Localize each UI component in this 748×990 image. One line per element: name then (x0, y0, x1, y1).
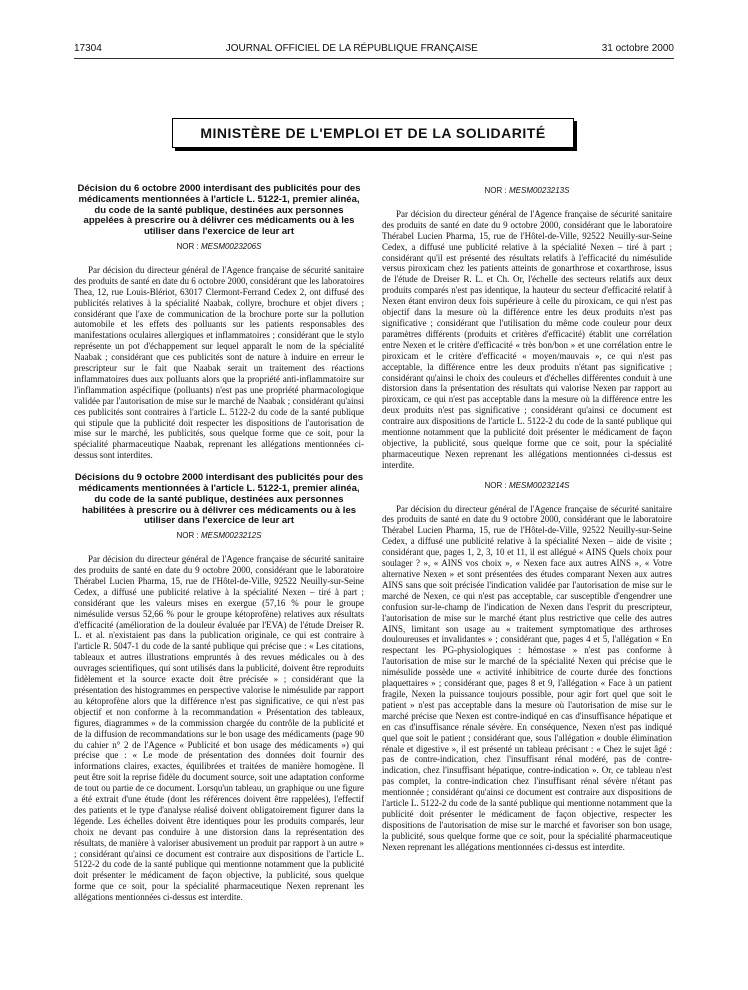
decision-2-title: Décisions du 9 octobre 2000 interdisant des publicités pour des médicaments mentionnées à l'article L. 5122-1, premier alinéa, du code de la santé publique, destinées aux personnes habilitées à prescrire ou à délivrer ces médicaments ou à les utiliser dans l'exercice de leur art (74, 472, 364, 527)
decision-1-title: Décision du 6 octobre 2000 interdisant des publicités pour des médicaments mentionnées à l'article L. 5122-1, premier alinéa, du code de la santé publique, destinées aux personnes appelées à prescrire ou à délivrer ces médicaments ou à les utiliser dans l'exercice de leur art (77, 183, 361, 238)
page-header (74, 40, 674, 56)
journal-title: JOURNAL OFFICIEL DE LA RÉPUBLIQUE FRANÇAISE (225, 42, 478, 54)
page-number: 17304 (74, 42, 102, 54)
nor-label: NOR : (176, 531, 199, 541)
header-rule (74, 58, 674, 59)
ministry-banner (172, 118, 574, 148)
issue-date: 31 octobre 2000 (601, 42, 674, 54)
decision-1-nor (74, 242, 364, 253)
ministry-title: MINISTÈRE DE L'EMPLOI ET DE LA SOLIDARITÉ (200, 125, 546, 141)
nor-reference: MESM0023213S (508, 186, 570, 195)
decision-4-nor (382, 481, 672, 492)
nor-label: NOR : (484, 186, 507, 195)
decision-1-text: Par décision du directeur général de l'Agence française de sécurité sanitaire des produits de santé en date du 6 octobre 2000, considérant que les laboratoires Thea, 12, rue Louis-Blériot, 63017 Clermont-Ferrand Cedex 2, ont diffusé des publicités relatives à la spécialité Naabak, collyre, brochure et objet divers ; considérant que l'axe de communication de la brochure porte sur la pollution automobile et les effets des polluants sur les patients responsables des manifestations oculaires allergiques et inflammatoires ; considérant que le stylo représente un pot d'échappement sur lequel apparaît le nom de la spécialité Naabak ; considérant que ces publicités sont de nature à induire en erreur le prescripteur sur le fait que Naabak serait un traitement des réactions inflammatoires dues aux polluants alors que la propriété anti-inflammatoire sur l'inflammation aspécifique (polluants) n'est pas une propriété pharmacologique validée par l'autorisation de mise sur le marché de Naabak ; considérant qu'ainsi ces publicités sont contraires à l'article L. 5122-2 du code de la santé publique qui stipule que la publicité doit respecter les dispositions de l'autorisation de mise sur le marché, les publicités, sous quelque forme que ce soit, pour la spécialité pharmaceutique Naabak, reprenant les allégations mentionnées ci-dessus sont interdites. (74, 264, 364, 461)
decision-2-text: Par décision du directeur général de l'Agence française de sécurité sanitaire des produits de santé en date du 9 octobre 2000, considérant que le laboratoire Thérabel Lucien Pharma, 15, rue de l'Hôtel-de-Ville, 92522 Neuilly-sur-Seine Cedex, a diffusé une publicité relative à la spécialité Nexen – tiré à part ; considérant que les valeurs mises en exergue (57,16 % pour le groupe nimésulide versus 52,66 % pour le groupe kétoprofène) relatives aux résultats d'efficacité (amélioration de la douleur évaluée par l'EVA) de l'étude Dreiser R. L. et al. n'existaient pas dans la publication originale, ce qui est contraire à l'article R. 5047-1 du code de la santé publique qui précise que : « Les citations, tableaux et autres illustrations empruntés à des revues médicales ou à des ouvrages scientifiques, qui sont utilisés dans la publicité, doivent être reproduits fidèlement et la source exacte doit être précisée » ; considérant que la présentation des histogrammes en perspective valorise le nimésulide par rapport au kétoprofène alors que la différence n'est pas significative, ce qui n'est pas objectif et non conforme à la recommandation « Présentation des tableaux, figures, diagrammes » de la commission chargée du contrôle de la publicité et de la diffusion de recommandations sur le bon usage des médicaments (page 90 du cahier n° 2 de l'Agence « Publicité et bon usage des médicaments ») qui précise que : « Le mode de présentation des données doit fournir des informations claires, exactes, équilibrées et traitées de manière homogène. Il peut être soit la reprise fidèle du document source, soit une adaptation conforme de tout ou partie de ce document. Lorsqu'un tableau, un graphique ou une figure a été extrait d'une étude (dont les références doivent être rappelées), l'effectif des patients et le type d'analyse réalisé doivent obligatoirement figurer dans la légende. Les échelles doivent être identiques pour les produits comparés, leur choix ne devant pas conduire à une distorsion dans la représentation des résultats, de manière à valoriser abusivement un produit par rapport à un autre » ; considérant qu'ainsi ce document est contraire aux dispositions de l'article L. 5122-2 du code de la santé publique qui mentionne notamment que la publicité doit présenter le médicament de façon objective, la publicité, sous quelque forme que ce soit, pour la spécialité pharmaceutique Nexen reprenant les allégations mentionnées ci-dessus est interdite. (74, 554, 364, 903)
decision-3-text: Par décision du directeur général de l'Agence française de sécurité sanitaire des produits de santé en date du 9 octobre 2000, considérant que le laboratoire Thérabel Lucien Pharma, 15, rue de l'Hôtel-de-Ville, 92522 Neuilly-sur-Seine Cedex, a diffusé une publicité relative à la spécialité Nexen – tiré à part ; considérant qu'il est présenté des résultats relatifs à l'efficacité du nimésulide versus piroxicam chez les patients atteints de gonarthrose et coxarthrose, issus de l'étude de Dreiser R. L. et Ch. Or, l'échelle des secteurs relatifs aux deux produits comparés n'est pas identique, la hauteur du secteur d'efficacité relatif à Nexen étant environ deux fois supérieure à celle du piroxicam, ce qui n'est pas objectif dans la mesure où la différence entre les deux produits n'est pas significative ; considérant que l'utilisation du même code couleur pour deux paramètres différents (produits et critères d'efficacité) établit une corrélation entre Nexen et le critère d'efficacité « très bon/bon » et une corrélation entre le piroxicam et le critère d'efficacité « moyen/mauvais », ce qui n'est pas acceptable, la différence entre les deux produits n'étant pas significative ; considérant qu'ainsi le choix des couleurs et d'échelles différentes conduit à une distorsion dans la présentation des résultats qui valorise Nexen par rapport au piroxicam, ce qui n'est pas acceptable dans la mesure où la différence entre les deux produits n'est pas significative ; considérant qu'ainsi ce document est contraire aux dispositions de l'article L. 5122-2 du code de la santé publique qui mentionne notamment que la publicité doit présenter le médicament de façon objective, la publicité, sous quelque forme que ce soit, pour la spécialité pharmaceutique Nexen reprenant les allégations mentionnées ci-dessus est interdite. (382, 208, 672, 470)
decision-3-nor (382, 186, 672, 197)
nor-reference: MESM0023214S (508, 480, 570, 490)
decision-4-text: Par décision du directeur général de l'Agence française de sécurité sanitaire des produits de santé en date du 9 octobre 2000, considérant que le laboratoire Thérabel Lucien Pharma, 15, rue de l'Hôtel-de-Ville, 92522 Neuilly-sur-Seine Cedex, a diffusé une publicité relative à la spécialité Nexen – aide de visite ; considérant que, pages 1, 2, 3, 10 et 11, il est allégué « AINS Quels choix pour soulager ? », « AINS vos choix », « Nexen face aux autres AINS », « Votre alternative Nexen » et sont présentées des études comparant Nexen aux autres AINS sans que soit précisée l'indication validée par l'autorisation de mise sur le marché de Nexen, ce qui n'est pas acceptable, car susceptible d'engendrer une confusion sur-le-champ de l'indication de Nexen dans l'esprit du prescripteur, l'autorisation de mise sur le marché étant plus restrictive que celle des autres AINS, limitant son usage au « traitement symptomatique des arthroses douloureuses et invalidantes » ; considérant que, pages 4 et 5, l'allégation « En respectant les PG-physiologiques : hémostase » n'est pas conforme à l'autorisation de mise sur le marché de la spécialité Nexen qui précise que le nimésulide possède une « activité inhibitrice de courte durée des fonctions plaquettaires » ; considérant que, pages 8 et 9, l'allégation « Face à un patient fragile, Nexen la puissance toujours possible, pour agir fort quel que soit le patient » n'est pas acceptable dans la mesure où l'autorisation de mise sur le marché précise que Nexen est contre-indiqué en cas d'insuffisance hépatique et en cas d'insuffisance rénale sévère. En conséquence, Nexen n'est pas indiqué quel que soit le patient ; considérant que, sous l'allégation « double élimination rénale et digestive », il est présenté un tableau précisant : « Chez le sujet âgé : pas de contre-indication, chez l'insuffisant rénal modéré, pas de contre-indication, chez l'insuffisant hépatique, contre-indication ». Or, ce tableau n'est pas complet, la contre-indication chez l'insuffisant rénal sévère n'étant pas mentionnée ; considérant qu'ainsi ce document est contraire aux dispositions de l'article L. 5122-2 du code de la santé publique qui mentionne notamment que la publicité doit présenter le médicament de façon objective, respecter les dispositions de l'autorisation de mise sur le marché et favoriser son bon usage, la publicité, sous quelque forme que ce soit, pour la spécialité pharmaceutique Nexen reprenant les allégations mentionnées ci-dessus est interdite. (382, 503, 672, 852)
decision-2-nor (74, 531, 364, 542)
nor-reference: MESM0023206S (200, 241, 262, 251)
left-column (74, 184, 364, 903)
right-column (382, 184, 672, 853)
nor-label: NOR : (484, 480, 507, 490)
nor-label: NOR : (176, 241, 199, 251)
nor-reference: MESM0023212S (200, 531, 262, 541)
